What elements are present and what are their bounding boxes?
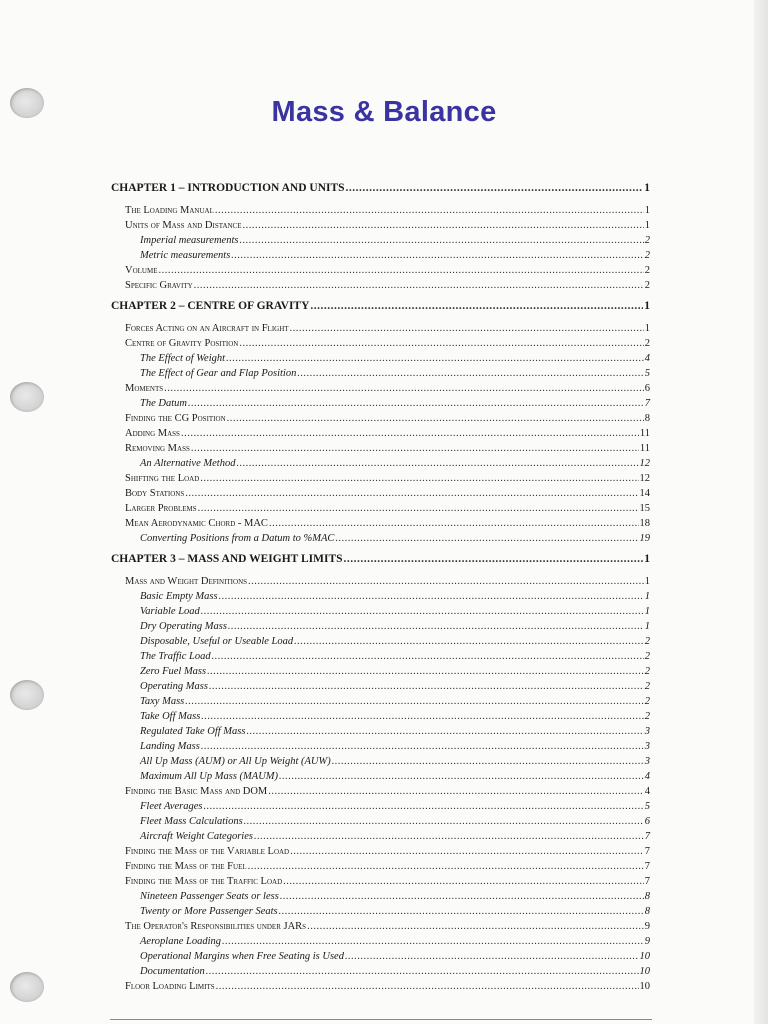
toc-chapter-entry [111,179,650,197]
toc-subsection-entry [111,904,650,919]
toc-subsection-entry [111,724,650,739]
toc-entry-title: The Effect of Gear and Flap Position [140,368,297,379]
toc-section-entry [111,441,650,456]
toc-section-entry [111,471,650,486]
toc-entry-title: Zero Fuel Mass [140,666,207,677]
toc-page-number: 2 [644,636,650,647]
toc-entry-title: Imperial measurements [140,235,239,246]
dot-leader [231,248,643,263]
toc-entry-title: Volume [125,265,158,276]
toc-chapter-entry [111,550,650,568]
dot-leader [198,501,639,516]
toc-entry-title: Body Stations [125,488,185,499]
dot-leader [194,278,644,293]
dot-leader [335,531,638,546]
toc-entry-title: Regulated Take Off Mass [140,726,246,737]
toc-page-number: 10 [639,966,650,977]
toc-page-number: 1 [644,300,650,312]
toc-page-number: 2 [644,696,650,707]
toc-page-number: 6 [644,816,650,827]
toc-page-number: 1 [644,591,650,602]
toc-entry-title: Moments [125,383,164,394]
toc-page-number: 2 [644,711,650,722]
toc-subsection-entry [111,814,650,829]
dot-leader [206,964,639,979]
dot-leader [243,218,644,233]
dot-leader [268,784,643,799]
toc-entry-title: Documentation [140,966,205,977]
dot-leader [254,829,644,844]
toc-entry-title: Operational Margins when Free Seating is Used [140,951,344,962]
toc-entry-title: Finding the CG Position [125,413,226,424]
toc-page-number: 4 [644,786,650,797]
toc-section-entry [111,336,650,351]
toc-entry-title: Shifting the Load [125,473,200,484]
toc-subsection-entry [111,634,650,649]
dot-leader [244,814,644,829]
toc-entry-title: Metric measurements [140,250,231,261]
dot-leader [191,441,639,456]
toc-section-entry [111,979,650,994]
toc-page-number: 2 [644,338,650,349]
toc-entry-title: The Effect of Weight [140,353,226,364]
toc-entry-title: Fleet Mass Calculations [140,816,243,827]
toc-page-number: 15 [639,503,650,514]
footer-rule [110,1019,652,1020]
toc-section-entry [111,381,650,396]
toc-page-number: 1 [644,220,650,231]
toc-page-number: 8 [644,413,650,424]
toc-entry-title: Basic Empty Mass [140,591,218,602]
toc-subsection-entry [111,456,650,471]
toc-entry-title: Nineteen Passenger Seats or less [140,891,279,902]
toc-section-entry [111,516,650,531]
toc-subsection-entry [111,799,650,814]
toc-page-number: 2 [644,651,650,662]
toc-page-number: 9 [644,921,650,932]
toc-subsection-entry [111,396,650,411]
dot-leader [239,336,643,351]
toc-section-entry [111,203,650,218]
toc-page-number: 2 [644,250,650,261]
table-of-contents [111,179,650,994]
toc-subsection-entry [111,233,650,248]
dot-leader [283,874,644,889]
toc-page-number: 1 [644,323,650,334]
toc-page-number: 7 [644,861,650,872]
toc-page-number: 10 [639,981,650,992]
dot-leader [204,799,644,814]
toc-section-entry [111,263,650,278]
toc-page-number: 4 [644,771,650,782]
toc-entry-title: Maximum All Up Mass (MAUM) [140,771,279,782]
toc-section-entry [111,411,650,426]
toc-page-number: 1 [644,182,650,194]
toc-entry-title: Removing Mass [125,443,190,454]
dot-leader [248,574,644,589]
toc-page-number: 9 [644,936,650,947]
toc-entry-title: Mass and Weight Definitions [125,576,248,587]
toc-page-number: 14 [639,488,650,499]
dot-leader [345,949,639,964]
toc-page-number: 2 [644,280,650,291]
toc-entry-title: Aircraft Weight Categories [140,831,253,842]
dot-leader [294,634,644,649]
toc-subsection-entry [111,754,650,769]
dot-leader [222,934,644,949]
dot-leader [216,979,639,994]
toc-entry-title: CHAPTER 2 – CENTRE OF GRAVITY [111,300,310,312]
dot-leader [239,233,643,248]
toc-section-entry [111,426,650,441]
toc-page-number: 11 [639,443,650,454]
toc-section-entry [111,218,650,233]
toc-entry-title: Variable Load [140,606,200,617]
toc-subsection-entry [111,709,650,724]
toc-entry-title: The Operator's Responsibilities under JARs [125,921,307,932]
toc-page-number: 1 [644,576,650,587]
toc-section-entry [111,321,650,336]
toc-page-number: 7 [644,876,650,887]
toc-subsection-entry [111,694,650,709]
toc-entry-title: Disposable, Useful or Useable Load [140,636,294,647]
dot-leader [181,426,639,441]
dot-leader [297,366,643,381]
dot-leader [279,904,644,919]
toc-page-number: 3 [644,726,650,737]
toc-entry-title: An Alternative Method [140,458,236,469]
dot-leader [290,321,644,336]
toc-page-number: 8 [644,906,650,917]
toc-page-number: 1 [644,606,650,617]
toc-entry-title: Finding the Basic Mass and DOM [125,786,268,797]
toc-subsection-entry [111,604,650,619]
toc-page-number: 2 [644,666,650,677]
toc-subsection-entry [111,366,650,381]
punch-hole [10,680,44,710]
toc-entry-title: Taxy Mass [140,696,185,707]
toc-page-number: 7 [644,831,650,842]
document-title: Mass & Balance [271,96,497,128]
toc-entry-title: The Loading Manual [125,205,214,216]
toc-page-number: 2 [644,235,650,246]
toc-entry-title: Forces Acting on an Aircraft in Flight [125,323,289,334]
dot-leader [310,297,643,315]
toc-entry-title: Twenty or More Passenger Seats [140,906,278,917]
dot-leader [236,456,638,471]
toc-entry-title: Centre of Gravity Position [125,338,239,349]
toc-entry-title: Specific Gravity [125,280,193,291]
dot-leader [269,516,639,531]
toc-subsection-entry [111,664,650,679]
toc-page-number: 7 [644,846,650,857]
dot-leader [215,203,644,218]
toc-entry-title: CHAPTER 3 – MASS AND WEIGHT LIMITS [111,553,343,565]
dot-leader [226,351,644,366]
toc-page-number: 8 [644,891,650,902]
dot-leader [185,486,638,501]
toc-section-entry [111,874,650,889]
toc-subsection-entry [111,829,650,844]
dot-leader [246,724,643,739]
toc-section-entry [111,844,650,859]
dot-leader [185,694,644,709]
dot-leader [209,679,644,694]
toc-page-number: 18 [639,518,650,529]
toc-entry-title: Adding Mass [125,428,180,439]
dot-leader [201,604,644,619]
toc-section-entry [111,784,650,799]
toc-subsection-entry [111,619,650,634]
toc-page-number: 5 [644,368,650,379]
punch-hole [10,972,44,1002]
toc-subsection-entry [111,739,650,754]
dot-leader [212,649,644,664]
toc-entry-title: Dry Operating Mass [140,621,227,632]
dot-leader [227,411,644,426]
toc-entry-title: CHAPTER 1 – INTRODUCTION AND UNITS [111,182,345,194]
dot-leader [158,263,643,278]
toc-entry-title: Finding the Mass of the Traffic Load [125,876,283,887]
toc-section-entry [111,859,650,874]
toc-subsection-entry [111,248,650,263]
toc-section-entry [111,919,650,934]
toc-entry-title: Finding the Mass of the Variable Load [125,846,290,857]
toc-entry-title: All Up Mass (AUM) or All Up Weight (AUW) [140,756,331,767]
toc-page-number: 19 [639,533,650,544]
toc-section-entry [111,486,650,501]
toc-page-number: 1 [644,621,650,632]
dot-leader [280,889,644,904]
toc-page-number: 4 [644,353,650,364]
dot-leader [228,619,644,634]
toc-entry-title: Aeroplane Loading [140,936,221,947]
dot-leader [290,844,644,859]
toc-entry-title: Mean Aerodynamic Chord - MAC [125,518,268,529]
toc-subsection-entry [111,531,650,546]
toc-chapter-entry [111,297,650,315]
dot-leader [188,396,644,411]
toc-entry-title: Larger Problems [125,503,197,514]
toc-section-entry [111,501,650,516]
dot-leader [207,664,644,679]
toc-page-number: 12 [639,473,650,484]
page-edge-shadow [754,0,768,1024]
toc-entry-title: The Datum [140,398,187,409]
toc-page-number: 2 [644,681,650,692]
toc-page-number: 1 [644,553,650,565]
toc-page-number: 6 [644,383,650,394]
dot-leader [248,859,644,874]
toc-subsection-entry [111,934,650,949]
toc-entry-title: The Traffic Load [140,651,211,662]
dot-leader [164,381,644,396]
toc-entry-title: Converting Positions from a Datum to %MAC [140,533,335,544]
toc-subsection-entry [111,889,650,904]
dot-leader [307,919,644,934]
toc-entry-title: Finding the Mass of the Fuel [125,861,247,872]
toc-section-entry [111,278,650,293]
toc-section-entry [111,574,650,589]
dot-leader [200,471,638,486]
punch-hole [10,382,44,412]
toc-entry-title: Landing Mass [140,741,200,752]
toc-page-number: 3 [644,756,650,767]
dot-leader [279,769,644,784]
toc-page-number: 2 [644,265,650,276]
toc-subsection-entry [111,964,650,979]
toc-subsection-entry [111,351,650,366]
dot-leader [344,550,644,568]
dot-leader [219,589,644,604]
toc-subsection-entry [111,589,650,604]
toc-page-number: 11 [639,428,650,439]
dot-leader [332,754,644,769]
toc-page-number: 5 [644,801,650,812]
toc-page-number: 12 [639,458,650,469]
toc-entry-title: Floor Loading Limits [125,981,215,992]
dot-leader [201,739,644,754]
toc-entry-title: Fleet Averages [140,801,203,812]
dot-leader [201,709,643,724]
toc-page-number: 1 [644,205,650,216]
toc-page-number: 3 [644,741,650,752]
toc-entry-title: Units of Mass and Distance [125,220,242,231]
toc-entry-title: Operating Mass [140,681,208,692]
toc-subsection-entry [111,769,650,784]
toc-subsection-entry [111,679,650,694]
toc-subsection-entry [111,949,650,964]
dot-leader [346,179,644,197]
toc-subsection-entry [111,649,650,664]
toc-page-number: 10 [639,951,650,962]
toc-entry-title: Take Off Mass [140,711,201,722]
toc-page-number: 7 [644,398,650,409]
